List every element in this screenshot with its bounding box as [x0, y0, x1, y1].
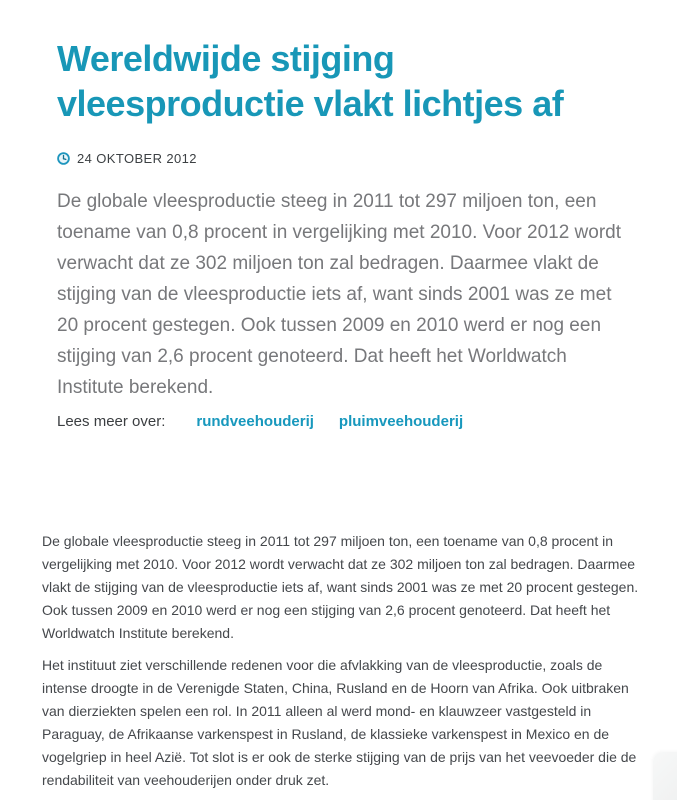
body-paragraph-2: Het instituut ziet verschillende redenen voor die afvlakking van de vleesproductie, zoals de intense droogte in de Verenigde Staten, China, Rusland en de Hoorn van Afrika. Ook uitbraken van dierziekten spelen een rol. In 2011 alleen al werd mond- en klauwzeer vastgesteld in Paraguay, de Afrikaanse varkenspest in Rusland, de klassieke varkenspest in Mexico en de vogelgriep in heel Azië. Tot slot is er ook de sterke stijging van de prijs van het veevoeder die de rendabiliteit van veehouderijen onder druk zet.: [42, 656, 637, 788]
page-title: Wereldwijde stijging vleesproductie vlakt lichtjes af: [57, 38, 564, 125]
clock-icon: [57, 152, 70, 165]
publish-date-row: [57, 151, 637, 166]
body-paragraph-1: De globale vleesproductie steeg in 2011 tot 297 miljoen ton, een toename van 0,8 procent in vergelijking met 2010. Voor 2012 wordt verwacht dat ze 302 miljoen ton zal bedragen. Daarmee vlakt de stijging van de vleesproductie iets af, want sinds 2001 was ze met 20 procent gestegen. Ook tussen 2009 en 2010 werd er nog een stijging van 2,6 procent genoteerd. Dat heeft het Worldwatch Institute berekend.: [42, 532, 639, 641]
publish-date: 24 OKTOBER 2012: [77, 150, 197, 166]
article-intro: De globale vleesproductie steeg in 2011 tot 297 miljoen ton, een toename van 0,8 procent in vergelijking met 2010. Voor 2012 wordt verwacht dat ze 302 miljoen ton zal bedragen. Daarmee vlakt de stijging van de vleesproductie iets af, want sinds 2001 was ze met 20 procent gestegen. Ook tussen 2009 en 2010 werd er nog een stijging van 2,6 procent genoteerd. Dat heeft het Worldwatch Institute berekend.: [57, 190, 622, 398]
tag-link-rundveehouderij[interactable]: rundveehouderij: [196, 412, 314, 430]
floating-widget-corner[interactable]: [653, 752, 677, 800]
article-body-section: [0, 530, 677, 792]
read-more-row: [57, 413, 637, 430]
tag-link-pluimveehouderij[interactable]: pluimveehouderij: [338, 412, 464, 430]
read-more-label: Lees meer over:: [57, 412, 166, 430]
section-gap: [0, 430, 677, 530]
